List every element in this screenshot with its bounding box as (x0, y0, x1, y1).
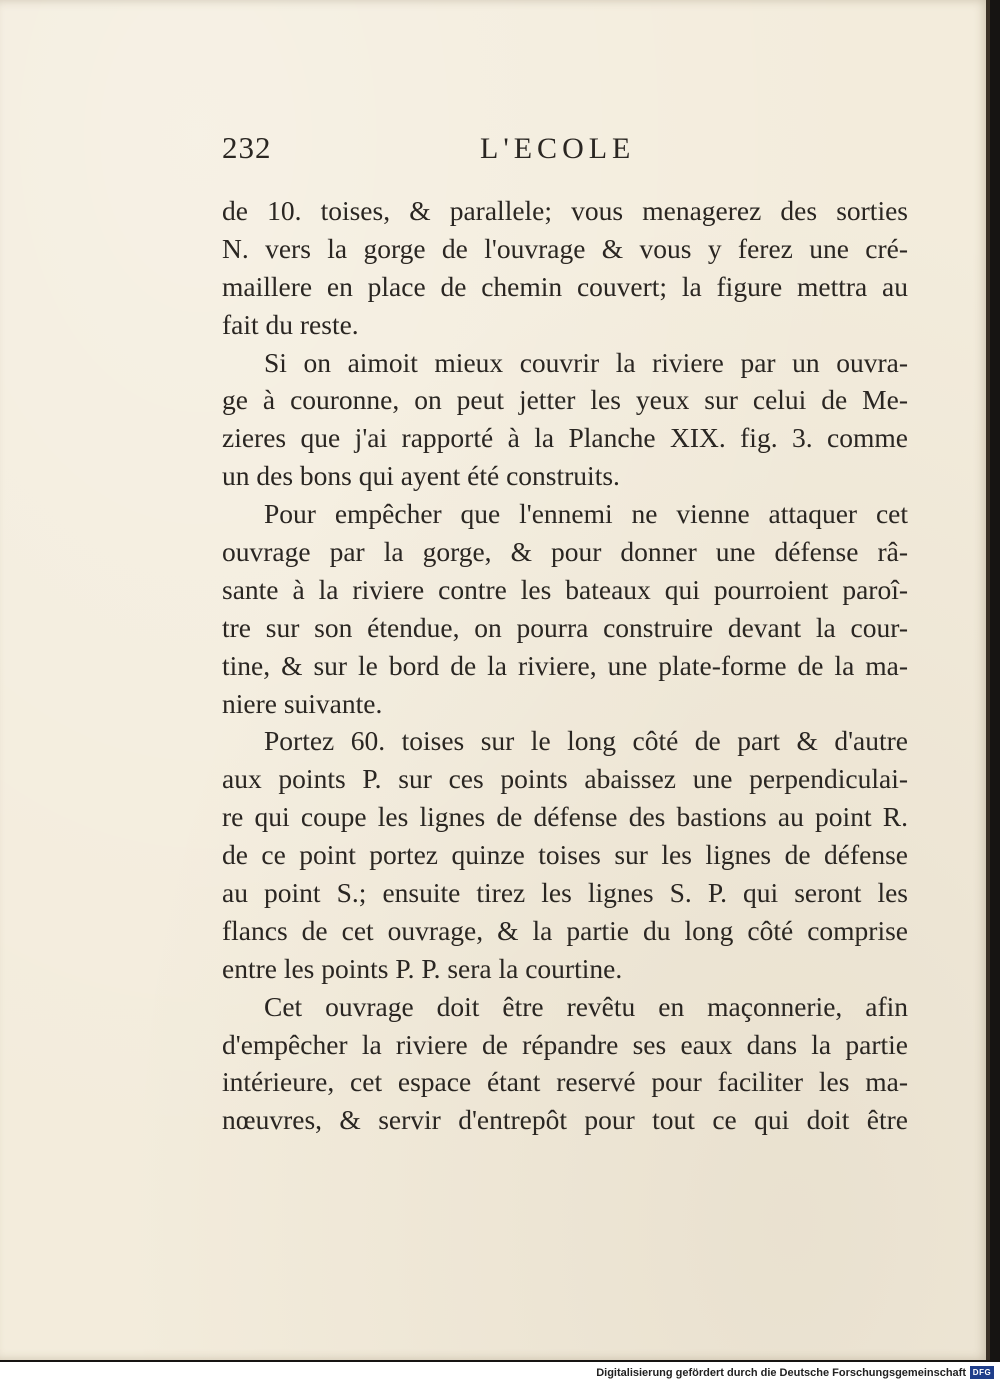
text-line: ouvrage par la gorge, & pour donner une défense râ- (222, 536, 908, 568)
text-line: sante à la riviere contre les bateaux qui pourroient paroî- (222, 573, 908, 605)
text-line: N. vers la gorge de l'ouvrage & vous y ferez une cré- (222, 232, 908, 264)
running-title: L'ECOLE (480, 132, 636, 165)
text-line: intérieure, cet espace étant reservé pour faciliter les ma- (222, 1066, 908, 1098)
text-line: de ce point portez quinze toises sur les lignes de défense (222, 839, 908, 871)
funding-note: Digitalisierung gefördert durch die Deutsche Forschungsgemeinschaft (596, 1367, 966, 1379)
text-line: de 10. toises, & parallele; vous menagerez des sorties (222, 195, 908, 226)
text-line: maillere en place de chemin couvert; la figure mettra au (222, 270, 908, 302)
body-text (222, 192, 908, 1139)
text-line: flancs de cet ouvrage, & la partie du long côté comprise (222, 914, 908, 946)
footer-bar (0, 1362, 1000, 1384)
page-edge (986, 0, 990, 1360)
text-line: nœuvres, & servir d'entrepôt pour tout ce qui doit être (222, 1104, 908, 1136)
text-line: aux points P. sur ces points abaissez une perpendiculai- (222, 763, 908, 795)
text-line: zieres que j'ai rapporté à la Planche XIX. fig. 3. comme (222, 422, 908, 454)
text-line: Cet ouvrage doit être revêtu en maçonnerie, afin (264, 990, 908, 1022)
text-line: d'empêcher la riviere de répandre ses eaux dans la partie (222, 1028, 908, 1060)
text-line: ge à couronne, on peut jetter les yeux sur celui de Me- (222, 384, 908, 416)
text-line: Pour empêcher que l'ennemi ne vienne attaquer cet (264, 498, 908, 530)
text-line: entre les points P. P. sera la courtine. (222, 952, 623, 984)
text-line: Si on aimoit mieux couvrir la riviere par un ouvra- (264, 346, 908, 378)
text-line: un des bons qui ayent été construits. (222, 460, 620, 492)
running-head (222, 130, 912, 170)
text-line: fait du reste. (222, 308, 359, 340)
text-line: Portez 60. toises sur le long côté de part & d'autre (264, 725, 908, 757)
text-line: niere suivante. (222, 687, 383, 719)
text-line: tine, & sur le bord de la riviere, une plate-forme de la ma- (222, 649, 908, 681)
dfg-logo-icon: DFG (970, 1366, 994, 1379)
text-line: tre sur son étendue, on pourra construire devant la cour- (222, 611, 908, 643)
page-number: 232 (222, 130, 272, 165)
text-line: re qui coupe les lignes de défense des bastions au point R. (222, 801, 908, 833)
text-line: au point S.; ensuite tirez les lignes S. P. qui seront les (222, 877, 908, 909)
